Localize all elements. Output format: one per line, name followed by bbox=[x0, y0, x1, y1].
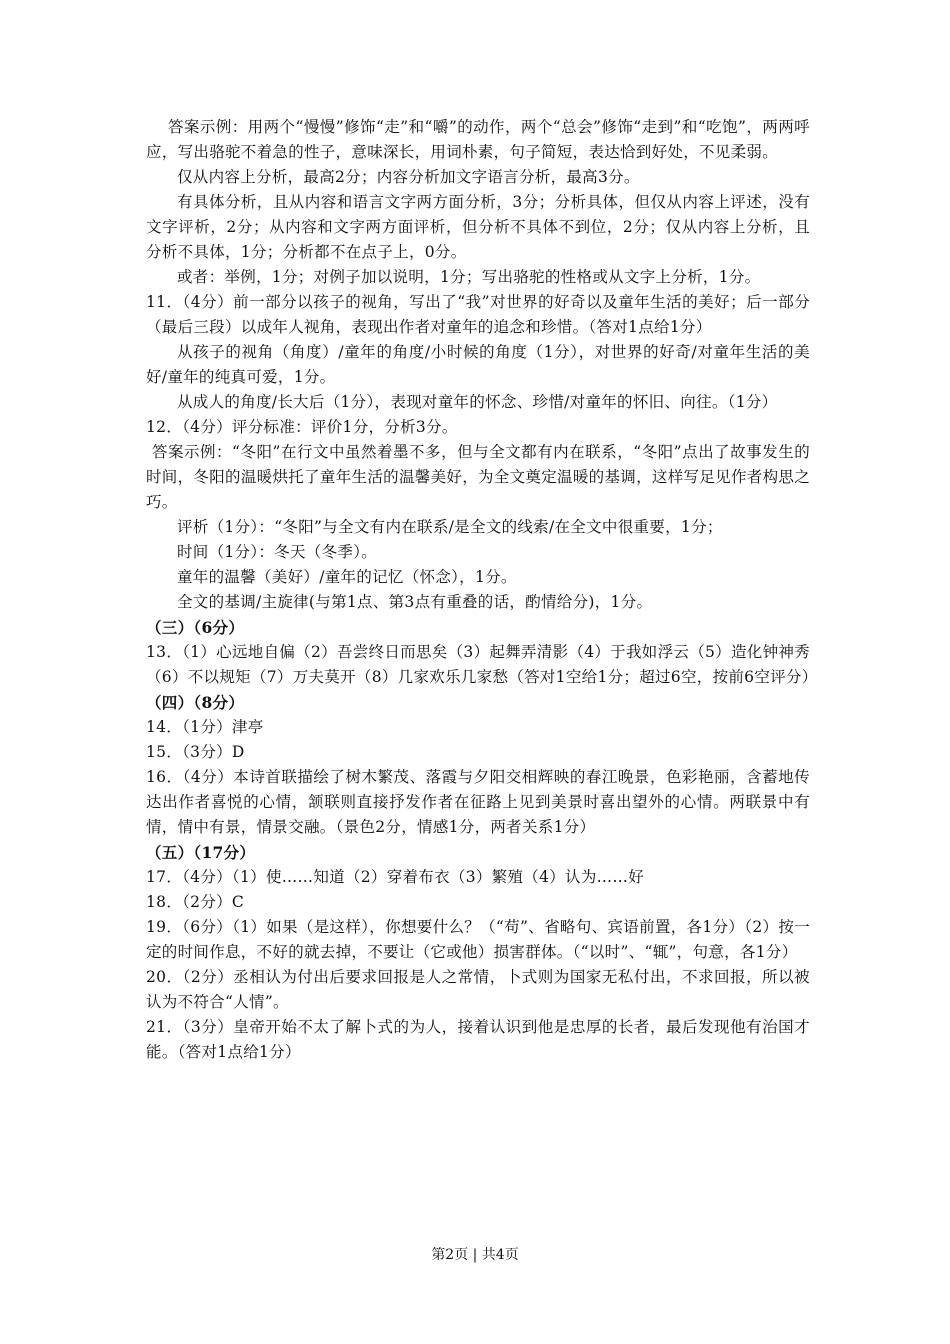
scoring-alternative: 或者：举例，1分；对例子加以说明，1分；写出骆驼的性格或从文字上分析，1分。 bbox=[177, 268, 761, 286]
question-11-answer: 11．（4分）前一部分以孩子的视角，写出了“我”对世界的好奇以及童年生活的美好；后一部分（最后三段）以成年人视角，表现出作者对童年的追念和珍惜。（答对1点给1分） bbox=[146, 293, 810, 336]
question-12-answer: 12．（4分）评分标准：评价1分，分析3分。 bbox=[146, 418, 458, 436]
question-18-answer: 18．（2分）C bbox=[146, 893, 245, 911]
q12-point-4: 全文的基调/主旋律(与第1点、第3点有重叠的话，酌情给分)，1分。 bbox=[177, 593, 653, 611]
q11-point-2: 从成人的角度/长大后（1分），表现对童年的怀念、珍惜/对童年的怀旧、向往。（1分） bbox=[177, 393, 778, 411]
question-21-answer: 21．（3分）皇帝开始不太了解卜式的为人，接着认识到他是忠厚的长者，最后发现他有治国才能。（答对1点给1分） bbox=[146, 1018, 810, 1061]
scoring-note: 仅从内容上分析，最高2分；内容分析加文字语言分析，最高3分。 bbox=[177, 168, 640, 186]
q12-answer-example: 答案示例：“冬阳”在行文中虽然着墨不多，但与全文都有内在联系，“冬阳”点出了故事发生的时间，冬阳的温暖烘托了童年生活的温馨美好，为全文奠定温暖的基调，这样写足见作者构思之巧。 bbox=[146, 443, 810, 511]
q12-point-2: 时间（1分）：冬天（冬季）。 bbox=[177, 543, 378, 561]
section-3-heading: （三）（6分） bbox=[146, 618, 245, 637]
section-4-heading: （四）（8分） bbox=[146, 693, 245, 712]
question-19-answer: 19．（6分）（1）如果（是这样），你想要什么？（“苟”、省略句、宾语前置，各1分）（2）按一定的时间作息，不好的就去掉，不要让（它或他）损害群体。（“以时”、“辄”，句意，各1分） bbox=[146, 918, 810, 961]
scoring-detail: 有具体分析，且从内容和语言文字两方面分析，3分；分析具体，但仅从内容上评述，没有文字评析，2分；从内容和文字两方面评析，但分析不具体不到位，2分；仅从内容上分析，且分析不具体，1分；分析都不在点子上，0分。 bbox=[146, 193, 810, 261]
question-14-answer: 14．（1分）津亭 bbox=[146, 718, 264, 736]
question-13-answer: 13．（1）心远地自偏（2）吾尝终日而思矣（3）起舞弄清影（4）于我如浮云（5）造化钟神秀（6）不以规矩（7）万夫莫开（8）几家欢乐几家愁（答对1空给1分；超过6空，按前6空评分） bbox=[146, 643, 818, 686]
answer-content bbox=[146, 115, 818, 1065]
answer-example-paragraph: 答案示例：用两个“慢慢”修饰“走”和“嚼”的动作，两个“总会”修饰“走到”和“吃饱”，两两呼应，写出骆驼不着急的性子，意味深长，用词朴素，句子简短，表达恰到好处，不见柔弱。 bbox=[146, 118, 810, 161]
question-20-answer: 20．（2分）丞相认为付出后要求回报是人之常情，卜式则为国家无私付出，不求回报，所以被认为不符合“人情”。 bbox=[146, 968, 810, 1011]
q11-point-1: 从孩子的视角（角度）/童年的角度/小时候的角度（1分），对世界的好奇/对童年生活的美好/童年的纯真可爱，1分。 bbox=[146, 343, 810, 386]
q12-point-1: 评析（1分）：“冬阳”与全文有内在联系/是全文的线索/在全文中很重要，1分； bbox=[177, 518, 723, 536]
question-17-answer: 17．（4分）（1）使……知道（2）穿着布衣（3）繁殖（4）认为……好 bbox=[146, 868, 645, 886]
question-16-answer: 16．（4分）本诗首联描绘了树木繁茂、落霞与夕阳交相辉映的春江晚景，色彩艳丽，含蓄地传达出作者喜悦的心情，颔联则直接抒发作者在征路上见到美景时喜出望外的心情。两联景中有情，情中有景，情景交融。（景色2分，情感1分，两者关系1分） bbox=[146, 768, 810, 836]
section-5-heading: （五）（17分） bbox=[146, 843, 256, 862]
q12-point-3: 童年的温馨（美好）/童年的记忆（怀念），1分。 bbox=[177, 568, 517, 586]
question-15-answer: 15．（3分）D bbox=[146, 743, 245, 761]
page-footer: 第2页 | 共4页 bbox=[431, 1247, 519, 1263]
